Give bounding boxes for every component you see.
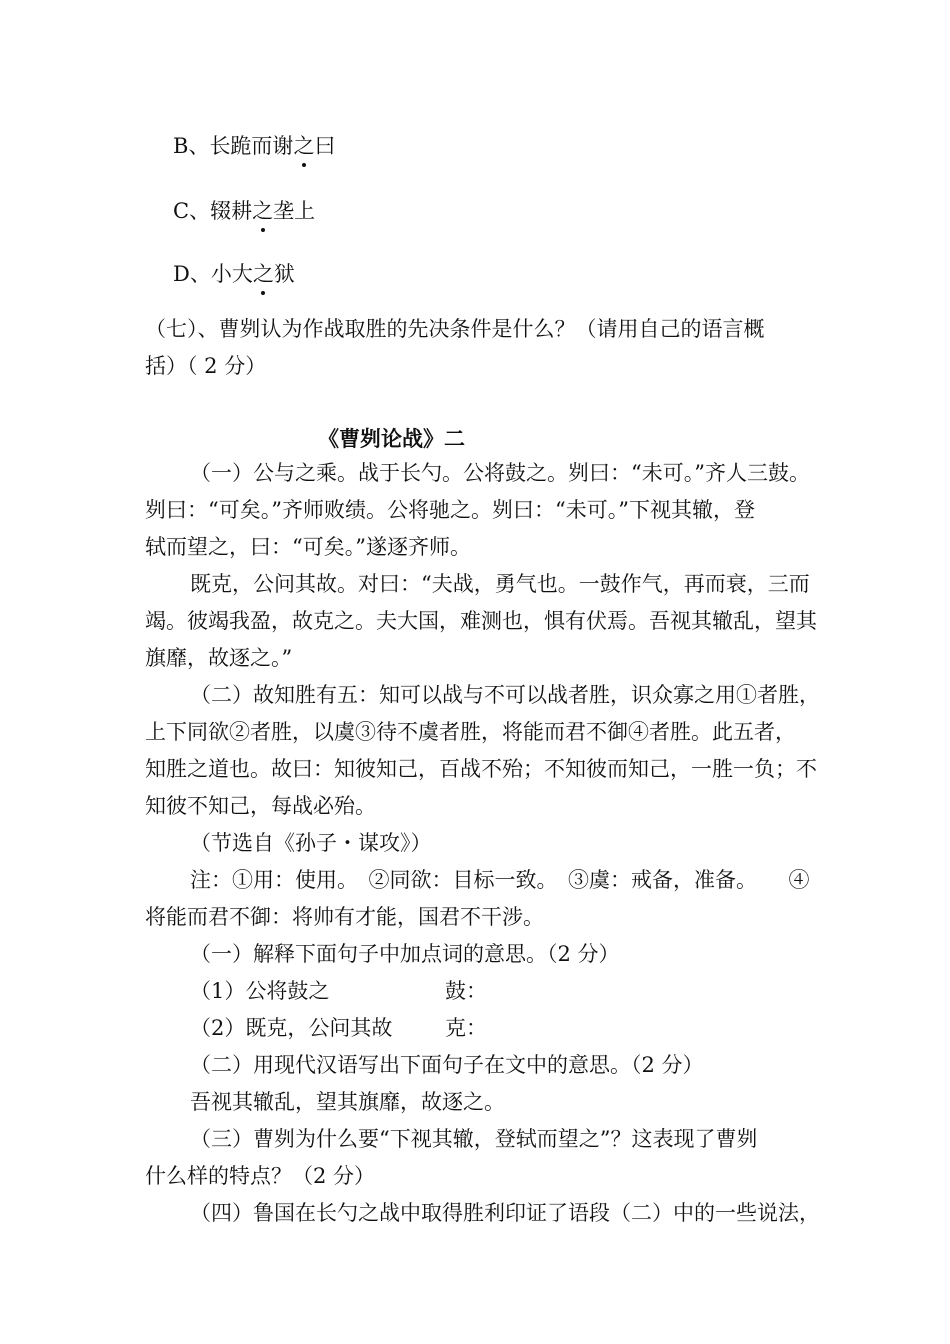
- passage-line: 既克，公问其故。对曰：“夫战，勇气也。一鼓作气，再而衰，三而: [190, 572, 810, 596]
- dotted-word: 之: [293, 134, 315, 158]
- option-text: 狱: [273, 262, 295, 286]
- option-b: [173, 133, 335, 159]
- option-text: 长跪而谢: [209, 134, 294, 158]
- annotation-line: 注：①用：使用。 ②同欲：目标一致。 ③虞：戒备，准备。 ④: [190, 868, 810, 892]
- option-text: 曰: [314, 134, 336, 158]
- dotted-word: 之: [252, 199, 274, 223]
- passage-line: 知彼不知己，每战必殆。: [145, 794, 376, 818]
- question-7-line-2: 括）（ 2 分）: [145, 354, 267, 378]
- question-3-line-1: （三）曹刿为什么要“下视其辙，登轼而望之”？这表现了曹刿: [190, 1127, 758, 1151]
- question-3-line-2: 什么样的特点？（2 分）: [145, 1164, 376, 1188]
- question-7-line-1: （七）、曹刿认为作战取胜的先决条件是什么？（请用自己的语言概: [145, 317, 765, 341]
- option-letter: D: [173, 262, 190, 286]
- question-1: （一）解释下面句子中加点词的意思。（2 分）: [190, 942, 620, 966]
- question-2: （二）用现代汉语写出下面句子在文中的意思。（2 分）: [190, 1053, 704, 1077]
- passage-line: （二）故知胜有五：知可以战与不可以战者胜，识众寡之用①者胜，: [190, 683, 820, 707]
- dotted-word: 之: [252, 262, 274, 286]
- passage-line: 竭。彼竭我盈，故克之。夫大国，难测也，惧有伏焉。吾视其辙乱，望其: [145, 609, 817, 633]
- option-separator: 、: [188, 134, 210, 158]
- passage-line: 知胜之道也。故曰：知彼知己，百战不殆；不知彼而知己，一胜一负；不: [145, 757, 817, 781]
- sub-item-2-label: （2）既克，公问其故: [190, 1016, 393, 1040]
- sub-item-1-word: 鼓：: [445, 979, 487, 1003]
- option-text: 辍耕: [210, 199, 253, 223]
- passage-line: （一）公与之乘。战于长勺。公将鼓之。刿曰：“未可。”齐人三鼓。: [190, 461, 810, 485]
- question-4-line-1: （四）鲁国在长勺之战中取得胜利印证了语段（二）中的一些说法，: [190, 1201, 820, 1225]
- passage-line: 上下同欲②者胜，以虞③待不虞者胜，将能而君不御④者胜。此五者，: [145, 720, 796, 744]
- option-letter: C: [173, 199, 190, 223]
- option-letter: B: [173, 134, 189, 158]
- option-text: 垄上: [273, 199, 316, 223]
- passage-line: 旗靡，故逐之。”: [145, 646, 293, 670]
- sub-item-2-word: 克：: [445, 1016, 487, 1040]
- sub-item-1-label: （1）公将鼓之: [190, 979, 330, 1003]
- annotation-line: 将能而君不御：将帅有才能，国君不干涉。: [145, 905, 544, 929]
- option-separator: 、: [189, 199, 211, 223]
- option-d: [173, 261, 295, 287]
- option-text: 小大: [210, 262, 253, 286]
- option-c: [173, 198, 315, 224]
- section-title: 《曹刿论战》二: [318, 427, 465, 451]
- passage-line: 刿曰：“可矣。”齐师败绩。公将驰之。刿曰：“未可。”下视其辙，登: [145, 498, 755, 522]
- passage-line: 轼而望之，曰：“可矣。”遂逐齐师。: [145, 535, 471, 559]
- question-2-sentence: 吾视其辙乱，望其旗靡，故逐之。: [190, 1090, 505, 1114]
- source-note: （节选自《孙子・谋攻》）: [190, 831, 432, 855]
- option-separator: 、: [189, 262, 211, 286]
